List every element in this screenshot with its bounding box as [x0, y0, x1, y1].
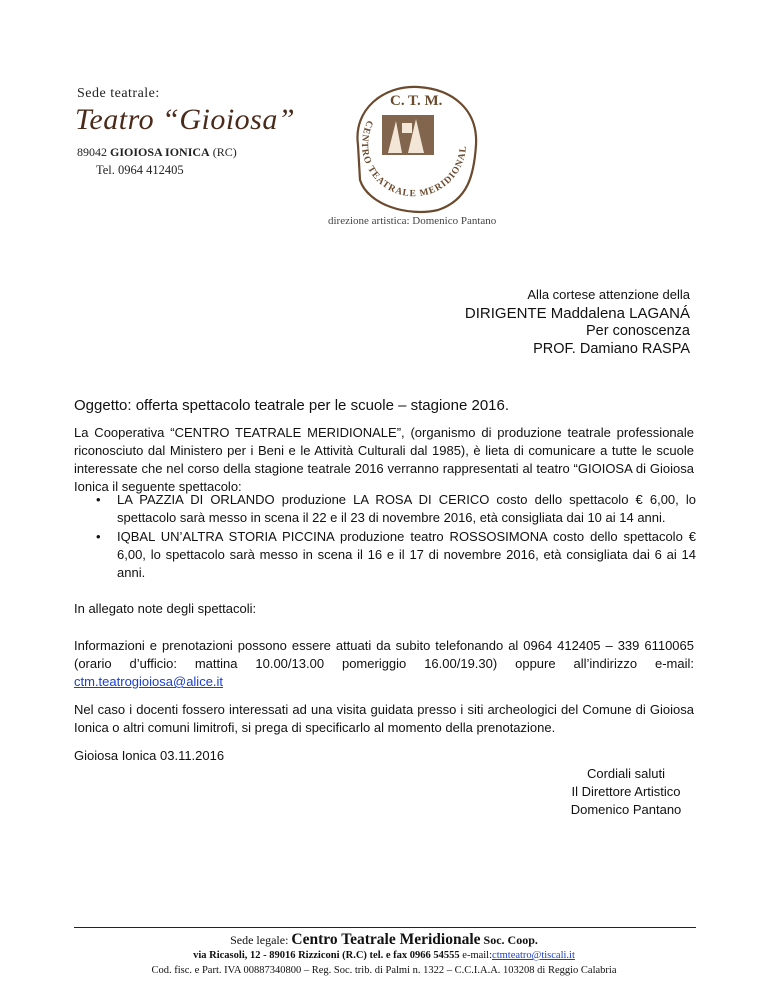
- info-email-link[interactable]: ctm.teatrogioiosa@alice.it: [74, 674, 224, 689]
- bullet-icon: •: [96, 492, 101, 507]
- theater-phone: Tel. 0964 412405: [96, 163, 184, 177]
- sede-teatrale-label: Sede teatrale:: [77, 86, 160, 101]
- footer-divider: [74, 927, 696, 928]
- footer-registry: Cod. fisc. e Part. IVA 00887340800 – Reg. Soc. trib. di Palmi n. 1322 – C.C.I.A.A. 103208 di Reggio Calabria: [151, 965, 617, 976]
- addressee-prof: PROF. Damiano RASPA: [533, 341, 690, 357]
- info-text: Informazioni e prenotazioni possono essere attuati da subito telefonando al 0964 412405 – 339 6110065 (orario d’ufficio: mattina 10.00/13.00 pomeriggio 16.00/19.30) oppure all’indirizzo e-mail:: [74, 638, 694, 671]
- intro-line-4: Ionica il seguente spettacolo:: [74, 479, 242, 494]
- closing-role: Il Direttore Artistico: [571, 784, 681, 799]
- intro-line-2: riconosciuto dal Ministero per i Beni e le Attività Culturali dal 1985), è lieta di comunicare a tutte le scuole: [74, 443, 694, 458]
- theater-address: [77, 145, 237, 160]
- addressee-line-1: Alla cortese attenzione della: [527, 287, 690, 302]
- footer-sede-label: Sede legale:: [230, 933, 289, 947]
- footer-company-name: Centro Teatrale Meridionale: [291, 931, 481, 948]
- list-item: [74, 528, 696, 582]
- intro-line-3: interessate che nel corso della stagione teatrale 2016 verranno rappresentati al teatro “GIOIOSA di Gioiosa: [74, 461, 694, 476]
- spettacolo-text: IQBAL UN’ALTRA STORIA PICCINA produzione teatro ROSSOSIMONA costo dello spettacolo € 6,00, lo spettacolo sarà messo in scena il 16 e il 17 di novembre 2016, età consigliata dai 6 ai 14 anni.: [117, 529, 696, 580]
- footer-email-link[interactable]: ctmteatro@tiscali.it: [492, 950, 575, 961]
- footer-address: via Ricasoli, 12 - 89016 Rizziconi (R.C) tel. e fax 0966 54555: [193, 950, 460, 961]
- address-city: GIOIOSA IONICA: [110, 145, 210, 159]
- footer-company: [0, 931, 768, 949]
- address-cap: 89042: [77, 145, 107, 159]
- letter-date: Gioiosa Ionica 03.11.2016: [74, 748, 225, 763]
- visita-paragraph: Nel caso i docenti fossero interessati ad una visita guidata presso i siti archeologici del Comune di Gioiosa Ionica o altri comuni limitrofi, si prega di specificarlo al momento della prenotazione.: [74, 702, 694, 735]
- list-item: [74, 491, 696, 527]
- teatro-name: Teatro “Gioiosa”: [75, 103, 296, 136]
- closing-signer: Domenico Pantano: [570, 802, 682, 817]
- ctm-logo: [338, 75, 488, 220]
- info-paragraph: [74, 637, 694, 691]
- footer-contacts: [0, 950, 768, 961]
- addressee-per-conoscenza: Per conoscenza: [586, 323, 690, 339]
- allegato-line: In allegato note degli spettacoli:: [74, 601, 257, 616]
- ctm-logo-graphic: [338, 75, 488, 220]
- addressee-dirigente: DIRIGENTE Maddalena LAGANÁ: [464, 305, 690, 322]
- direzione-artistica: direzione artistica: Domenico Pantano: [328, 215, 497, 227]
- footer-soc: Soc. Coop.: [483, 933, 538, 947]
- subject-line: Oggetto: offerta spettacolo teatrale per le scuole – stagione 2016.: [74, 397, 510, 414]
- intro-paragraph: [74, 424, 694, 496]
- footer-email-label: e-mail:: [462, 950, 493, 961]
- spettacolo-text: LA PAZZIA DI ORLANDO produzione LA ROSA DI CERICO costo dello spettacolo € 6,00, lo spettacolo sarà messo in scena il 22 e il 23 di novembre 2016, età consigliata dai 10 ai 14 anni.: [117, 492, 696, 525]
- spettacoli-list: [74, 491, 696, 583]
- bullet-icon: •: [96, 529, 101, 544]
- logo-ring-text: CENTRO TEATRALE MERIDIONAL: [358, 118, 470, 200]
- closing-greeting: Cordiali saluti: [586, 766, 666, 781]
- intro-line-1: La Cooperativa “CENTRO TEATRALE MERIDIONALE”, (organismo di produzione teatrale professionale: [74, 425, 694, 440]
- logo-letters: C. T. M.: [390, 93, 443, 109]
- address-prov: (RC): [212, 145, 237, 159]
